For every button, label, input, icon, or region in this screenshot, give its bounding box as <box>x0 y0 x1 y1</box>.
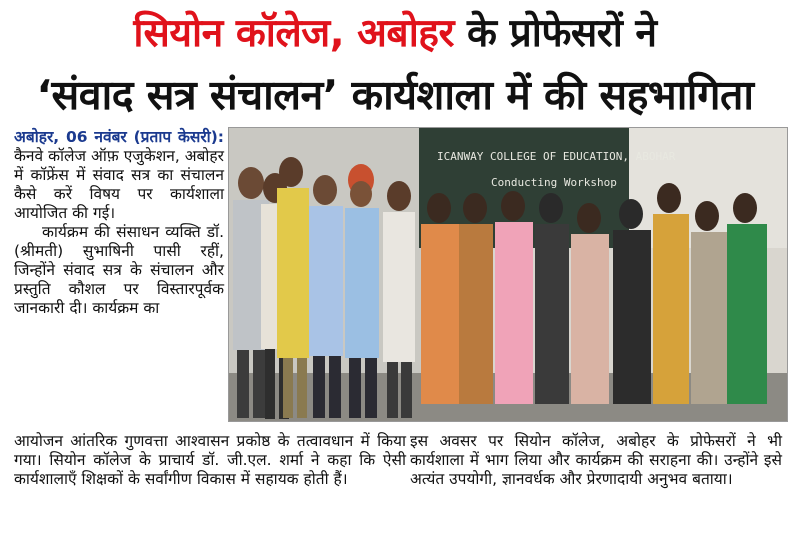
headline-college-name: सियोन कॉलेज, अबोहर <box>133 11 454 56</box>
headline-line-2: ‘संवाद सत्र संचालन’ कार्यशाला में की सहभागिता <box>36 71 754 119</box>
dateline-place-date: अबोहर, 06 नवंबर <box>14 128 127 146</box>
group-photo <box>228 127 788 422</box>
group-photo-illustration <box>229 128 787 421</box>
board-text-2: Conducting Workshop <box>491 176 617 189</box>
article-paragraph-1 <box>14 128 224 223</box>
dateline <box>14 128 224 146</box>
article-column-left <box>14 128 224 318</box>
headline-suffix: के प्रोफेसरों ने <box>453 11 657 56</box>
article-column-bottom-right <box>410 432 782 489</box>
article-column-bottom-left <box>14 432 406 489</box>
article-paragraph-2: कार्यक्रम की संसाधन व्यक्ति डॉ. (श्रीमती) सुभाषिनी पासी रहीं, जिन्होंने संवाद सत्र के संचालन और प्रस्तुति कौशल पर विस्तारपूर्वक जानकारी दी। कार्यक्रम का <box>14 223 224 317</box>
dateline-source: (प्रताप केसरी): <box>133 128 224 146</box>
article-paragraph-2-continued: आयोजन आंतरिक गुणवत्ता आश्वासन प्रकोष्ठ के तत्वावधान में किया गया। सियोन कॉलेज के प्राचार्य डॉ. जी.एल. शर्मा ने कहा कि ऐसी कार्यशालाएँ शिक्षकों के सर्वांगीण विकास में सहायक होती हैं। <box>14 432 406 488</box>
headline-line-1 <box>0 10 790 58</box>
board-text-1: ICANWAY COLLEGE OF EDUCATION, ABOHAR <box>437 150 676 163</box>
article-paragraph-1-text: कैनवे कॉलेज ऑफ़ एजुकेशन, अबोहर में कॉफ्रेंस में संवाद सत्र का संचालन कैसे करें विषय पर कार्यशाला आयोजित की गई। <box>14 147 224 222</box>
article-paragraph-3: इस अवसर पर सियोन कॉलेज, अबोहर के प्रोफेसरों ने भी कार्यशाला में भाग लिया और कार्यक्रम की सराहना की। उन्होंने इसे अत्यंत उपयोगी, ज्ञानवर्धक और प्रेरणादायी अनुभव बताया। <box>410 432 782 488</box>
